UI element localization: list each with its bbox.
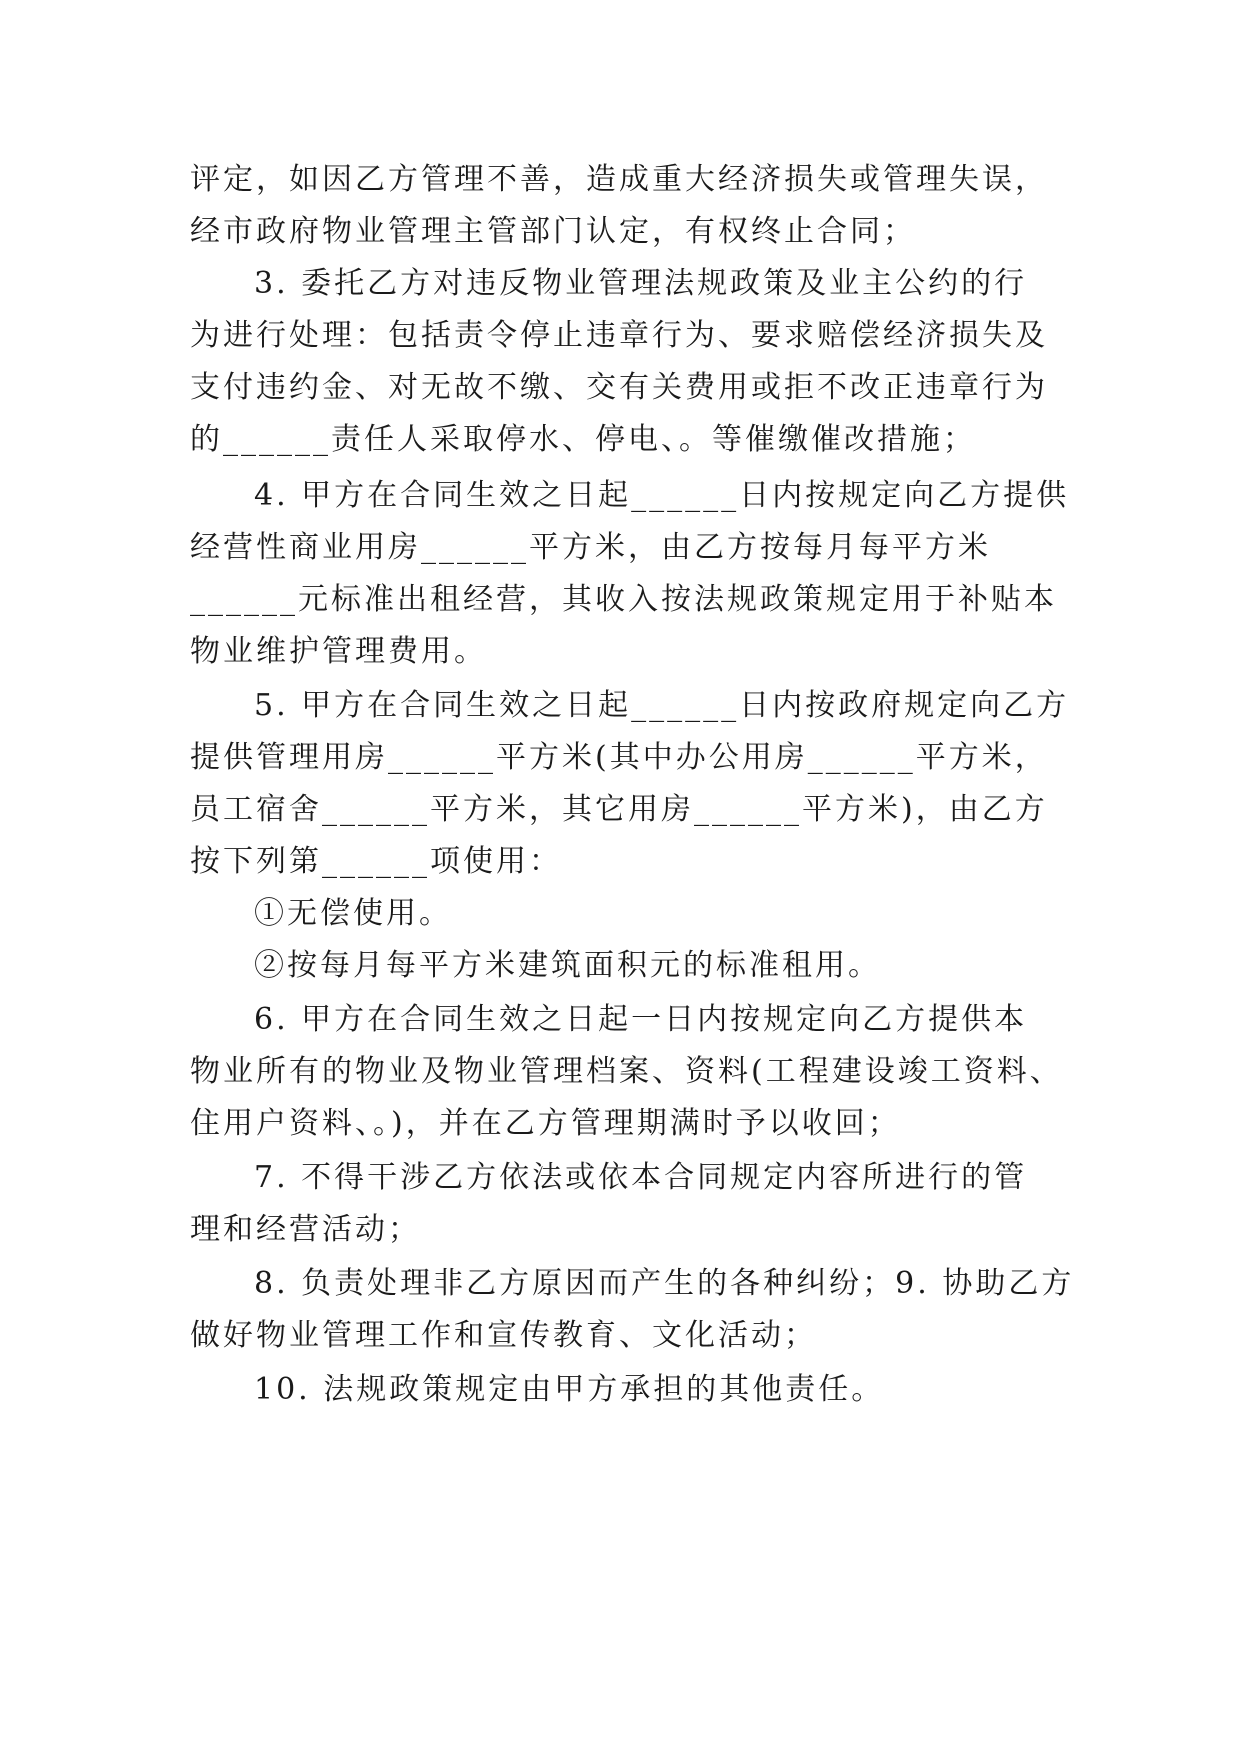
text-line: 住用户资料、。)，并在乙方管理期满时予以收回；	[190, 1106, 901, 1141]
list-item-8: 8. 负责处理非乙方原因而产生的各种纠纷；9. 协助乙方	[254, 1266, 1075, 1301]
sub-item-1: ①无偿使用。	[254, 896, 452, 931]
text-line: 员工宿舍______平方米，其它用房______平方米)，由乙方	[190, 792, 1048, 827]
text-line: 做好物业管理工作和宣传教育、文化活动；	[190, 1318, 817, 1353]
text-line: 为进行处理：包括责令停止违章行为、要求赔偿经济损失及	[190, 318, 1048, 353]
text-line: 提供管理用房______平方米(其中办公用房______平方米，	[190, 740, 1048, 775]
list-item-5: 5. 甲方在合同生效之日起______日内按政府规定向乙方	[254, 688, 1070, 723]
text-line: ______元标准出租经营，其收入按法规政策规定用于补贴本	[190, 582, 1057, 617]
text-line: 物业维护管理费用。	[190, 634, 487, 669]
text-line: 经市政府物业管理主管部门认定，有权终止合同；	[190, 214, 916, 249]
list-item-7: 7. 不得干涉乙方依法或依本合同规定内容所进行的管	[254, 1160, 1028, 1195]
text-line: 的______责任人采取停水、停电、。等催缴催改措施；	[190, 422, 976, 457]
text-line: 经营性商业用房______平方米，由乙方按每月每平方米	[190, 530, 991, 565]
text-line: 物业所有的物业及物业管理档案、资料(工程建设竣工资料、	[190, 1054, 1063, 1089]
list-item-10: 10. 法规政策规定由甲方承担的其他责任。	[254, 1372, 885, 1407]
list-item-4: 4. 甲方在合同生效之日起______日内按规定向乙方提供	[254, 478, 1070, 513]
text-line: 支付违约金、对无故不缴、交有关费用或拒不改正违章行为	[190, 370, 1048, 405]
text-line: 理和经营活动；	[190, 1212, 421, 1247]
text-line: 按下列第______项使用：	[190, 844, 562, 879]
sub-item-2: ②按每月每平方米建筑面积元的标准租用。	[254, 948, 881, 983]
list-item-3: 3. 委托乙方对违反物业管理法规政策及业主公约的行	[254, 266, 1028, 301]
text-line: 评定，如因乙方管理不善，造成重大经济损失或管理失误，	[190, 162, 1048, 197]
list-item-6: 6. 甲方在合同生效之日起一日内按规定向乙方提供本	[254, 1002, 1028, 1037]
